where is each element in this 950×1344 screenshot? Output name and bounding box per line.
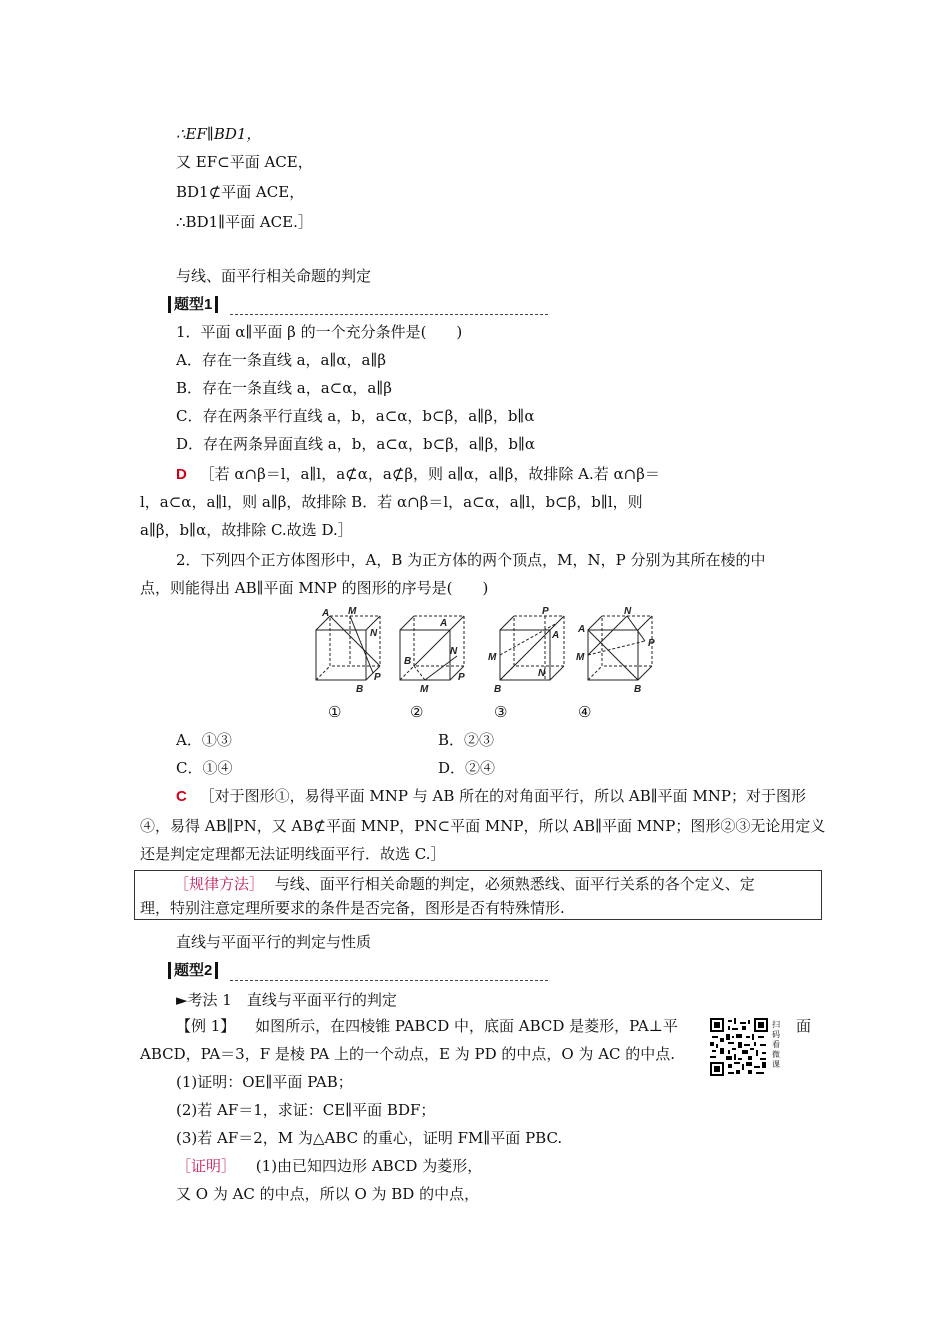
svg-text:A: A	[552, 630, 560, 641]
svg-text:N: N	[450, 646, 458, 657]
q2-stem-1: 2．下列四个正方体图形中，A，B 为正方体的两个顶点，M，N，P 分别为其所在棱的中	[176, 551, 766, 569]
svg-text:N: N	[624, 606, 632, 617]
proof-line-2: 又 EF⊂平面 ACE，	[176, 153, 313, 171]
q1-option-c: C．存在两条平行直线 a，b，a⊂α，b⊂β，a∥β，b∥α	[176, 407, 535, 425]
figure-label-3: ③	[494, 703, 508, 721]
cube-figure-4	[576, 606, 655, 694]
kaofa-heading: ►考法 1 直线与平面平行的判定	[176, 991, 397, 1009]
qr-caption: 扫码看微课	[772, 1020, 780, 1069]
svg-text:P: P	[458, 672, 465, 683]
q1-solution-line-3: a∥β，b∥α，故排除 C.故选 D.］	[140, 521, 353, 539]
qr-code-icon[interactable]	[710, 1018, 768, 1076]
cube-figure-2	[400, 616, 465, 694]
type-tag-2: 题型2	[168, 962, 218, 979]
q1-option-d: D．存在两条异面直线 a，b，a⊂α，b⊂β，a∥β，b∥α	[176, 435, 536, 453]
dashed-rule-2	[230, 980, 548, 981]
cube-figure-1	[316, 606, 381, 694]
example-text-2: ABCD，PA＝3，F 是棱 PA 上的一个动点，E 为 PD 的中点，O 为 AC 的中点.	[140, 1045, 676, 1063]
svg-text:P: P	[648, 638, 655, 649]
svg-text:B: B	[494, 684, 502, 694]
svg-text:M: M	[348, 606, 357, 617]
section-heading-2: 直线与平面平行的判定与性质	[176, 933, 372, 951]
method-line-1	[174, 874, 755, 894]
svg-text:M: M	[576, 652, 585, 663]
figure-label-4: ④	[578, 703, 592, 721]
svg-text:N: N	[370, 628, 378, 639]
q2-option-a: A．①③	[176, 731, 232, 749]
dashed-rule-1	[230, 314, 548, 315]
q2-stem-2: 点，则能得出 AB∥平面 MNP 的图形的序号是( )	[140, 579, 489, 597]
method-text-1: 与线、面平行相关命题的判定，必须熟悉线、面平行关系的各个定义、定	[274, 875, 755, 893]
part-3: (3)若 AF＝2，M 为△ABC 的重心，证明 FM∥平面 PBC.	[176, 1129, 563, 1147]
svg-text:A: A	[322, 608, 330, 619]
example-line-1	[176, 1016, 678, 1036]
example-text-1: 如图所示，在四棱锥 PABCD 中，底面 ABCD 是菱形，PA⊥平	[240, 1017, 678, 1035]
svg-text:B: B	[356, 684, 364, 694]
svg-text:P: P	[542, 606, 549, 617]
proof-text-1: (1)由已知四边形 ABCD 为菱形，	[240, 1157, 483, 1175]
q2-solution-line-1	[176, 786, 806, 807]
q1-solution-line-1	[176, 464, 660, 485]
example-text-1-tail: 面	[796, 1017, 812, 1035]
part-1: (1)证明：OE∥平面 PAB；	[176, 1073, 353, 1091]
svg-text:A: A	[578, 624, 586, 635]
proof-line-1: ∴EF∥BD1，	[176, 125, 262, 143]
type-tag-1: 题型1	[168, 296, 218, 313]
cube-figure-3	[488, 606, 564, 694]
part-2: (2)若 AF＝1，求证：CE∥平面 BDF；	[176, 1101, 436, 1119]
q1-answer: D	[176, 466, 187, 483]
section-heading-1: 与线、面平行相关命题的判定	[176, 267, 372, 285]
q2-option-d: D．②④	[438, 759, 496, 777]
svg-text:P: P	[374, 672, 381, 683]
q2-solution-line-3: 还是判定定理都无法证明线面平行．故选 C.］	[140, 845, 446, 863]
proof-start-line	[176, 1156, 482, 1176]
proof-label: ［证明］	[176, 1157, 237, 1175]
proof-line-4: ∴BD1∥平面 ACE.］	[176, 213, 313, 231]
q1-solution-text-1: ［若 α∩β＝l，a∥l，a⊄α，a⊄β，则 a∥α，a∥β，故排除 A.若 α∩β＝	[199, 465, 660, 483]
svg-text:N: N	[538, 668, 546, 679]
example-label: 【例 1】	[176, 1017, 236, 1035]
figure-label-1: ①	[328, 703, 342, 721]
svg-text:A: A	[440, 618, 448, 629]
proof-line-3: BD1⊄平面 ACE，	[176, 183, 305, 201]
q1-solution-line-2: l，a⊂α，a∥l，则 a∥β，故排除 B．若 α∩β＝l，a⊂α，a∥l，b⊂β，b∥l，则	[140, 493, 643, 511]
q1-option-a: A．存在一条直线 a，a∥α，a∥β	[176, 351, 387, 369]
q2-option-c: C．①④	[176, 759, 233, 777]
figure-label-2: ②	[410, 703, 424, 721]
svg-text:M: M	[420, 684, 429, 694]
q2-solution-line-2: ④，易得 AB∥PN，又 AB⊄平面 MNP，PN⊂平面 MNP，所以 AB∥平面 MNP；图形②③无论用定义	[140, 817, 826, 835]
method-text-2: 理，特别注意定理所要求的条件是否完备，图形是否有特殊情形.	[140, 899, 565, 917]
q1-option-b: B．存在一条直线 a，a⊂α，a∥β	[176, 379, 392, 397]
proof-text-2: 又 O 为 AC 的中点，所以 O 为 BD 的中点，	[176, 1185, 480, 1203]
cube-figures	[300, 604, 680, 694]
q2-solution-text-1: ［对于图形①，易得平面 MNP 与 AB 所在的对角面平行，所以 AB∥平面 MNP；对于图形	[199, 787, 807, 805]
q1-stem: 1．平面 α∥平面 β 的一个充分条件是( )	[176, 323, 463, 341]
svg-text:B: B	[634, 684, 642, 694]
q2-option-b: B．②③	[438, 731, 495, 749]
method-label: ［规律方法］	[174, 875, 265, 893]
q2-answer: C	[176, 788, 187, 805]
svg-text:M: M	[488, 652, 497, 663]
svg-text:B: B	[404, 656, 412, 667]
